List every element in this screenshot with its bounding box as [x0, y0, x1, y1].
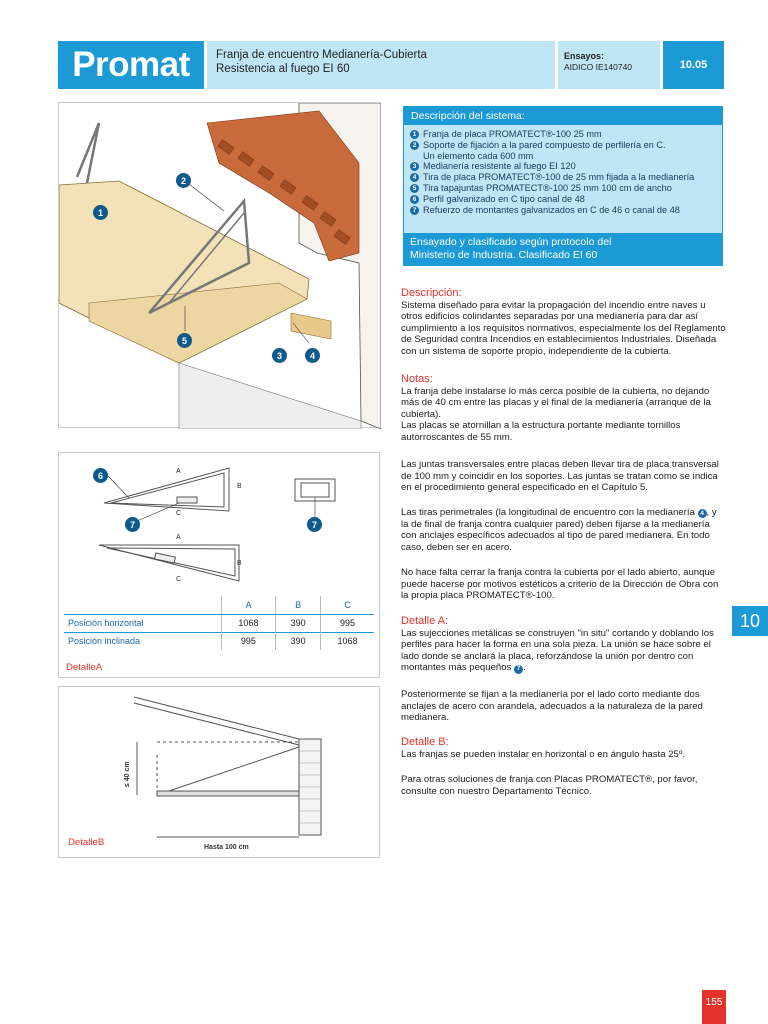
page-number: 155	[702, 990, 726, 1024]
isometric-drawing	[59, 103, 381, 429]
section-title: Descripción:	[401, 287, 462, 299]
list-item: Un elemento cada 600 mm	[423, 150, 534, 161]
list-item: 4 Tira de placa PROMATECT®-100 de 25 mm fijada a la medianería	[410, 172, 716, 183]
classification-box: Ensayado y clasificado según protocolo del Ministerio de Industria. Clasificado EI 60	[403, 233, 723, 266]
list-item: 6 Perfil galvanizado en C tipo canal de 48	[410, 194, 716, 205]
sheet-code: 10.05	[663, 41, 724, 89]
page-header	[58, 41, 724, 89]
callout-6: 6	[93, 468, 108, 483]
section-title: Detalle A:	[401, 615, 449, 627]
ref-7-icon: 7	[514, 665, 523, 674]
detail-b-label: DetalleB	[68, 837, 105, 848]
table-header-row: A B C	[64, 596, 374, 614]
list-item: 1 Franja de placa PROMATECT®-100 25 mm	[410, 129, 716, 140]
list-item: 3 Medianería resistente al fuego EI 120	[410, 161, 716, 172]
callout-3: 3	[272, 348, 287, 363]
notes-paragraph: Las juntas transversales entre placas deben llevar tira de placa transversal de 100 mm y coincidir en los soportes. Las juntas se tratan como se indica en el procedimiento general especificado en el Capítulo 5.	[401, 459, 719, 494]
detail-b-section: Detalle B: Las franjas se pueden instalar en horizontal o en ángulo hasta 25º.	[401, 737, 726, 760]
dim-letter: A	[176, 534, 181, 541]
notes-paragraph: Las tiras perimetrales (la longitudinal de encuentro con la medianería 4 , y la de final de franja contra cualquier pared) deben fijarse a la medianería con anclajes específicos adecuados al tipo de pared medianera. En todo caso, deben ser en acero.	[401, 507, 717, 553]
callout-7: 7	[125, 517, 140, 532]
dimension-width: Hasta 100 cm	[204, 844, 249, 851]
dim-letter: C	[176, 510, 182, 517]
section-title: Notas:	[401, 373, 433, 385]
dim-letter: B	[237, 560, 242, 567]
list-item: 5 Tira tapajuntas PROMATECT®-100 25 mm 100 cm de ancho	[410, 183, 716, 194]
dim-letter: B	[237, 483, 242, 490]
system-heading: Descripción del sistema:	[404, 107, 722, 125]
detail-a-label: DetalleA	[66, 662, 103, 673]
detail-a-section: Detalle A: Las sujecciones metálicas se construyen "in situ" cortando y doblando los perfiles para hacer la forma en una sola pieza. La unión se hace sobre el lado donde se anclará la placa, reforzándose la unión por dentro con montantes más pequeños 7 .	[401, 616, 726, 674]
callout-4: 4	[305, 348, 320, 363]
detail-b-paragraph: Para otras soluciones de franja con Placas PROMATECT®, por favor, consulte con nuestro Departamento Técnico.	[401, 774, 698, 797]
detail-a-table	[64, 596, 374, 650]
callout-1: 1	[93, 205, 108, 220]
promat-logo: Promat	[58, 41, 204, 89]
list-item: 7 Refuerzo de montantes galvanizados en C de 46 o canal de 48	[410, 205, 716, 216]
ensayos-box: Ensayos: AIDICO IE140740	[558, 41, 660, 89]
detail-b-figure	[58, 686, 380, 858]
notes-paragraph: No hace falta cerrar la franja contra la cubierta por el lado abierto, aunque puede hacerse por motivos estéticos a criterio de la Dirección de Obra con la propia placa PROMATECT®-100.	[401, 567, 719, 602]
callout-5: 5	[177, 333, 192, 348]
detail-a-paragraph: Posteriormente se fijan a la medianería por el lado corto mediante dos anclajes de acero con arandela, adecuados a la naturaleza de la pared medianera.	[401, 689, 703, 724]
system-list	[404, 125, 722, 215]
dimension-height: ≤ 40 cm	[124, 761, 131, 787]
section-title: Detalle B:	[401, 736, 449, 748]
dim-letter: C	[176, 576, 182, 583]
sheet-title: Franja de encuentro Medianería-Cubierta Resistencia al fuego EI 60	[207, 41, 555, 89]
description-section: Descripción: Sistema diseñado para evitar la propagación del incendio entre naves u otros edificios colindantes separadas por una medianería para dar así cumplimiento a los requisitos normativos, especialmente los del Reglamento de Seguridad contra Incendios en establecimientos Industriales. Diseñada con un sistema de soporte propio, independiente de la cubierta.	[401, 287, 726, 357]
list-item: 2 Soporte de fijación a la pared compuesto de perfilería en C.	[410, 140, 716, 151]
chapter-tab: 10	[732, 606, 768, 636]
dim-letter: A	[176, 468, 181, 475]
notes-section: Notas: La franja debe instalarse lo más cerca posible de la cubierta, no dejando más de 40 cm entre las placas y el final de la medianería (arranque de la cubierta). Las placas se atornillan a la estructura portante mediante tornillos autorroscantes de 55 mm.	[401, 374, 726, 444]
callout-7: 7	[307, 517, 322, 532]
isometric-figure	[58, 102, 380, 428]
callout-2: 2	[176, 173, 191, 188]
detail-b-drawing	[59, 687, 381, 859]
table-row: Posición horizontal 1068 390 995	[64, 614, 374, 632]
ref-4-icon: 4	[698, 509, 707, 518]
table-row: Posición inclinada 995 390 1068	[64, 632, 374, 650]
